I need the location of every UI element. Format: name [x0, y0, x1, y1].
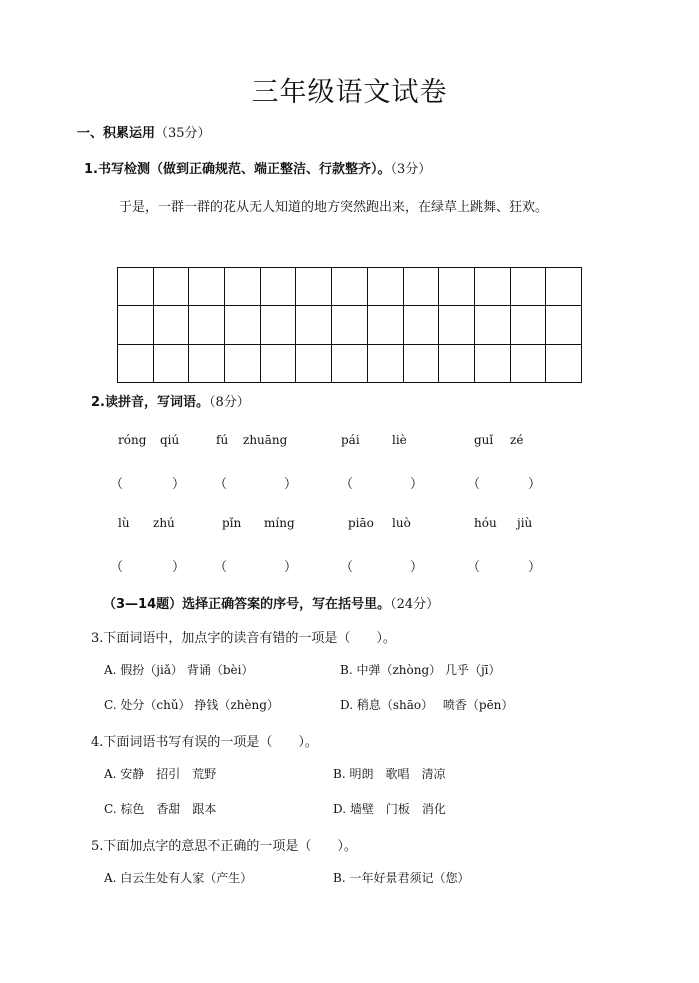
writing-grid [117, 267, 582, 383]
grid-cell [118, 268, 154, 306]
grid-cell [439, 344, 475, 382]
answer-paren-close: ） [528, 560, 542, 575]
grid-cell [296, 268, 332, 306]
grid-cell [332, 268, 368, 306]
answer-paren-open: （ [110, 560, 124, 575]
answer-paren-open: （ [214, 477, 228, 492]
grid-cell [474, 268, 510, 306]
question-4-stem: 4.下面词语书写有误的一项是（ ）。 [91, 735, 318, 750]
answer-paren-close: ） [410, 560, 424, 575]
pinyin: pǐn [222, 516, 242, 530]
answer-paren-close: ） [172, 560, 186, 575]
question-5-option-a: A. 白云生处有人家（产生） [104, 871, 253, 885]
grid-cell [153, 268, 189, 306]
grid-cell [153, 344, 189, 382]
grid-cell [439, 306, 475, 344]
grid-cell [510, 306, 546, 344]
question-4-option-a: A. 安静 招引 荒野 [104, 767, 217, 781]
multiple-choice-points: （24分） [390, 597, 440, 612]
grid-cell [260, 344, 296, 382]
grid-cell [403, 268, 439, 306]
pinyin: lù [118, 516, 130, 530]
grid-cell [225, 344, 261, 382]
pinyin: guǐ [474, 433, 494, 447]
answer-paren-open: （ [467, 477, 481, 492]
grid-cell [367, 268, 403, 306]
grid-cell [439, 268, 475, 306]
pinyin: hóu [474, 516, 497, 530]
grid-cell [510, 344, 546, 382]
question-2-label [91, 391, 250, 410]
pinyin: qiú [160, 433, 180, 447]
question-4-option-c: C. 棕色 香甜 跟本 [104, 802, 217, 816]
grid-cell [474, 306, 510, 344]
answer-paren-close: ） [410, 477, 424, 492]
grid-cell [546, 344, 582, 382]
question-3-option-d: D. 稍息（shāo） 喷香（pēn） [340, 698, 514, 712]
pinyin: róng [118, 433, 147, 447]
grid-cell [546, 268, 582, 306]
question-3-option-a: A. 假扮（jiǎ） 背诵（bèi） [104, 663, 254, 677]
grid-cell [546, 306, 582, 344]
question-1-text: 1.书写检测（做到正确规范、端正整洁、行款整齐）。 [84, 162, 391, 177]
question-3-option-b: B. 中弹（zhòng） 几乎（jī） [340, 663, 501, 677]
grid-cell [296, 306, 332, 344]
grid-cell [189, 268, 225, 306]
pinyin: zhú [153, 516, 175, 530]
copy-sentence: 于是，一群一群的花从无人知道的地方突然跑出来，在绿草上跳舞、狂欢。 [119, 200, 549, 215]
question-1-points: （3分） [390, 162, 432, 177]
pinyin: zé [510, 433, 524, 447]
question-2-text: 2.读拼音，写词语。 [91, 395, 209, 410]
answer-paren-open: （ [467, 560, 481, 575]
pinyin: piāo [348, 516, 374, 530]
grid-cell [367, 344, 403, 382]
grid-cell [260, 268, 296, 306]
answer-paren-open: （ [340, 560, 354, 575]
grid-cell [189, 306, 225, 344]
pinyin: míng [264, 516, 295, 530]
pinyin: zhuāng [243, 433, 288, 447]
grid-cell [260, 306, 296, 344]
grid-cell [474, 344, 510, 382]
grid-cell [189, 344, 225, 382]
answer-paren-close: ） [172, 477, 186, 492]
answer-paren-open: （ [340, 477, 354, 492]
grid-cell [510, 268, 546, 306]
section-points: （35分） [155, 126, 211, 141]
question-4-option-d: D. 墙壁 门板 消化 [333, 802, 446, 816]
multiple-choice-intro [103, 593, 439, 612]
question-5-option-b: B. 一年好景君须记（您） [333, 871, 470, 885]
grid-cell [403, 344, 439, 382]
grid-cell [332, 306, 368, 344]
grid-cell [225, 306, 261, 344]
answer-paren-open: （ [214, 560, 228, 575]
pinyin: jiù [517, 516, 533, 530]
grid-cell [367, 306, 403, 344]
pinyin: luò [392, 516, 411, 530]
grid-cell [332, 344, 368, 382]
question-4-option-b: B. 明朗 歌唱 清凉 [333, 767, 446, 781]
question-3-stem: 3.下面词语中，加点字的读音有错的一项是（ ）。 [91, 631, 396, 646]
answer-paren-close: ） [528, 477, 542, 492]
answer-paren-open: （ [110, 477, 124, 492]
grid-cell [118, 344, 154, 382]
question-5-stem: 5.下面加点字的意思不正确的一项是（ ）。 [91, 839, 357, 854]
question-1-label [84, 158, 431, 177]
pinyin: fú [216, 433, 229, 447]
multiple-choice-intro-text: （3—14题）选择正确答案的序号，写在括号里。 [103, 597, 391, 612]
question-3-option-c: C. 处分（chǔ） 挣钱（zhèng） [104, 698, 279, 712]
section-heading [77, 122, 211, 141]
pinyin: pái [341, 433, 360, 447]
grid-cell [118, 306, 154, 344]
grid-cell [296, 344, 332, 382]
answer-paren-close: ） [284, 560, 298, 575]
grid-cell [153, 306, 189, 344]
answer-paren-close: ） [284, 477, 298, 492]
page-title: 三年级语文试卷 [251, 77, 448, 108]
pinyin: liè [392, 433, 407, 447]
grid-row [118, 268, 582, 306]
grid-cell [225, 268, 261, 306]
section-heading-text: 一、积累运用 [77, 126, 156, 141]
grid-row [118, 344, 582, 382]
grid-row [118, 306, 582, 344]
grid-cell [403, 306, 439, 344]
question-2-points: （8分） [208, 395, 250, 410]
